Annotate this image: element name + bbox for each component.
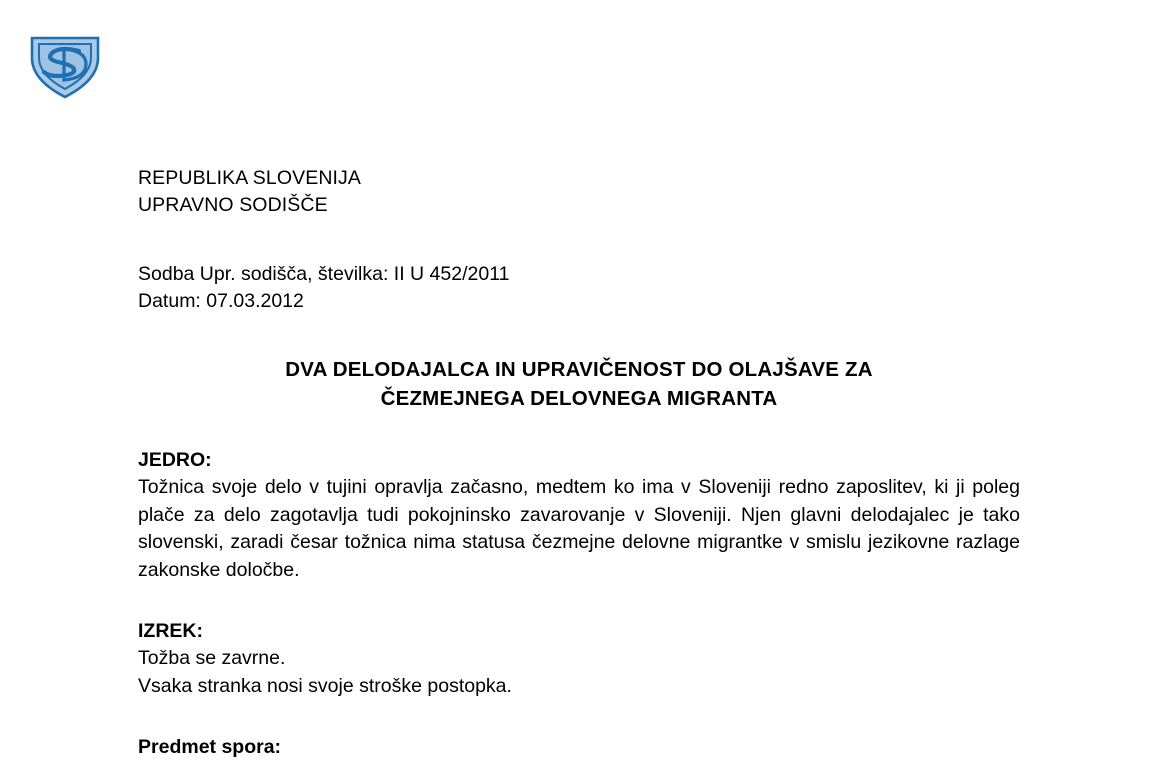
section-jedro: [138, 447, 1020, 584]
institution-court: UPRAVNO SODIŠČE: [138, 194, 328, 216]
section-izrek-heading: IZREK:: [138, 620, 203, 642]
section-predmet-spora-heading: Predmet spora:: [138, 736, 282, 758]
section-predmet-spora: [138, 734, 1020, 761]
section-izrek: [138, 618, 1020, 700]
page-title-line2: ČEZMEJNEGA DELOVNEGA MIGRANTA: [380, 387, 778, 410]
case-date: Datum: 07.03.2012: [138, 290, 304, 312]
section-izrek-line2: Vsaka stranka nosi svoje stroške postopka.: [138, 674, 512, 697]
case-meta: [138, 261, 1020, 315]
section-jedro-text: Tožnica svoje delo v tujini opravlja začasno, medtem ko ima v Sloveniji redno zaposlitev, ki ji poleg plače za delo zagotavlja tudi pokojninsko zavarovanje v Sloveniji. Njen glavni delodajalec je tako slovenski, zaradi česar tožnica nima statusa čezmejne delovne migrantke v smislu jezikovne razlage zakonske določbe.: [138, 476, 1020, 581]
document-body: [138, 165, 1020, 761]
institution-header: [138, 165, 1020, 219]
page-title: [138, 355, 1020, 413]
institution-country: REPUBLIKA SLOVENIJA: [138, 167, 361, 189]
section-izrek-line1: Tožba se zavrne.: [138, 647, 286, 669]
page-title-line1: DVA DELODAJALCA IN UPRAVIČENOST DO OLAJŠAVE ZA: [285, 358, 873, 381]
section-jedro-heading: JEDRO:: [138, 449, 212, 471]
shield-emblem-logo: [24, 28, 106, 100]
case-number: Sodba Upr. sodišča, številka: II U 452/2011: [138, 263, 510, 285]
